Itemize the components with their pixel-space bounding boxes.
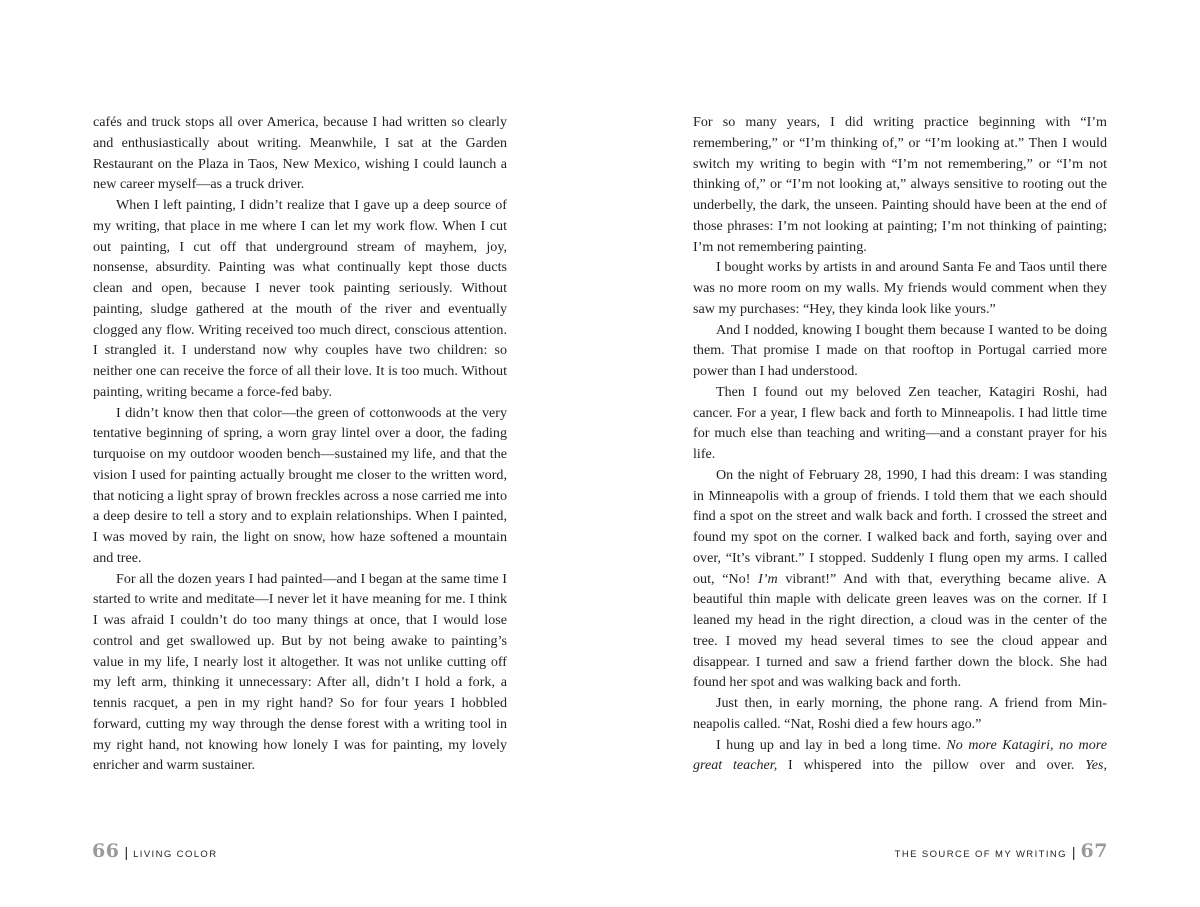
right-page-footer <box>895 840 1108 862</box>
right-page-body <box>693 112 1107 776</box>
paragraph: For so many years, I did writing practice beginning with “I’m remembering,” or “I’m thinking of,” or “I’m looking at.” Then I would switch my writing to begin with “I’m not remembering,” or “I’m not thinking of,” or “I’m not looking at,” always sensitive to rooting out the underbelly, the dark, the unseen. Painting should have been at the end of those phrases: I’m not looking at painting; I’m not thinking of painting; I’m not remembering painting. <box>693 114 1107 255</box>
paragraph: When I left painting, I didn’t realize that I gave up a deep source of my writing, that place in me where I can let my work flow. When I cut out painting, I cut off that underground stream of mayhem, joy, nonsense, absurdity. Painting was what continually kept those ducts clean and open, because I never took painting seriously. Without painting, sludge gathered at the mouth of the river and eventually clogged any flow. Writing received too much direct, conscious attention. I strangled it. I understand now why couples have two children: so neither one can receive the force of all their love. It is too much. Without painting, writing became a force-fed baby. <box>93 197 507 400</box>
paragraph-text: On the night of February 28, 1990, I had this dream: I was standing in Minneapolis with a group of friends. I told them that we each should find a spot on the street and walk back and forth. I crossed the street and found my spot on the corner. I walked back and forth, saying over and over, “It’s vibrant.” I stopped. Suddenly I flung open my arms. I called out, “No! <box>693 466 1107 587</box>
running-head: LIVING COLOR <box>133 849 218 860</box>
paragraph: Then I found out my beloved Zen teacher, Katagiri Roshi, had cancer. For a year, I flew back and forth to Minneapolis. I had little time for much else than teaching and writing—and a constant prayer for his life. <box>693 383 1107 462</box>
paragraph: For all the dozen years I had painted—and I began at the same time I started to write and meditate—I never let it have meaning for me. I think I was afraid I couldn’t do too many things at once, that I would lose control and get swallowed up. But by not being awake to painting’s value in my life, I nearly lost it altogether. It was not unlike cutting off my left arm, thinking it unnecessary: After all, didn’t I hold a fork, a tennis racquet, a pen in my right hand? So for four years I hobbled forward, cutting my way through the dense forest with a writing tool in my right hand, not knowing how lonely I was for painting, my lovely enricher and warm sustainer. <box>93 570 507 774</box>
page-number: 66 <box>92 840 120 862</box>
paragraph-text: I hung up and lay in bed a long time. <box>716 736 947 753</box>
folio-separator: | <box>1071 844 1076 860</box>
emphasis-text: I’m <box>758 570 778 587</box>
paragraph <box>693 465 1107 693</box>
paragraph-text: I whispered into the pillow over and over. <box>777 757 1086 774</box>
left-page-body <box>93 112 507 776</box>
folio-separator: | <box>124 844 129 860</box>
paragraph-text: vibrant!” And with that, everything became alive. A beautiful thin maple with delicate green leaves was on the corner. If I leaned my head in the right direction, a cloud was in the center of the tree. I moved my head several times to see the cloud appear and disappear. I turned and saw a friend farther down the block. She had found her spot and was walking back and forth. <box>693 570 1107 691</box>
page-number: 67 <box>1080 840 1108 862</box>
paragraph: I didn’t know then that color—the green of cottonwoods at the very tentative beginning of spring, a worn gray lintel over a door, the fading turquoise on my outdoor wooden bench—sustained my life, and that the vision I used for painting actually brought me closer to the written word, that noticing a light spray of brown freckles across a nose carried me into a deep desire to tell a story and to explain relationships. When I painted, I was moved by rain, the light on snow, how haze softened a mountain and tree. <box>93 404 507 566</box>
paragraph: cafés and truck stops all over America, because I had written so clearly and enthusiastically about writing. Meanwhile, I sat at the Garden Restaurant on the Plaza in Taos, New Mexico, wishing I could launch a new career myself—as a truck driver. <box>93 114 507 193</box>
emphasis-text: No more Katagiri, no more great teacher, <box>693 736 1107 774</box>
paragraph: I bought works by artists in and around Santa Fe and Taos until there was no more room on my walls. My friends would comment when they saw my purchases: “Hey, they kinda look like yours.” <box>693 259 1107 317</box>
paragraph: Just then, in early morning, the phone rang. A friend from Minneapolis called. “Nat, Roshi died a few hours ago.” <box>693 695 1107 732</box>
left-page-footer <box>92 840 217 862</box>
emphasis-text: Yes, <box>1085 757 1107 774</box>
paragraph <box>693 735 1107 777</box>
paragraph: And I nodded, knowing I bought them because I wanted to be doing them. That promise I made on that rooftop in Portugal carried more power than I had understood. <box>693 321 1107 379</box>
running-head: THE SOURCE OF MY WRITING <box>894 849 1067 860</box>
